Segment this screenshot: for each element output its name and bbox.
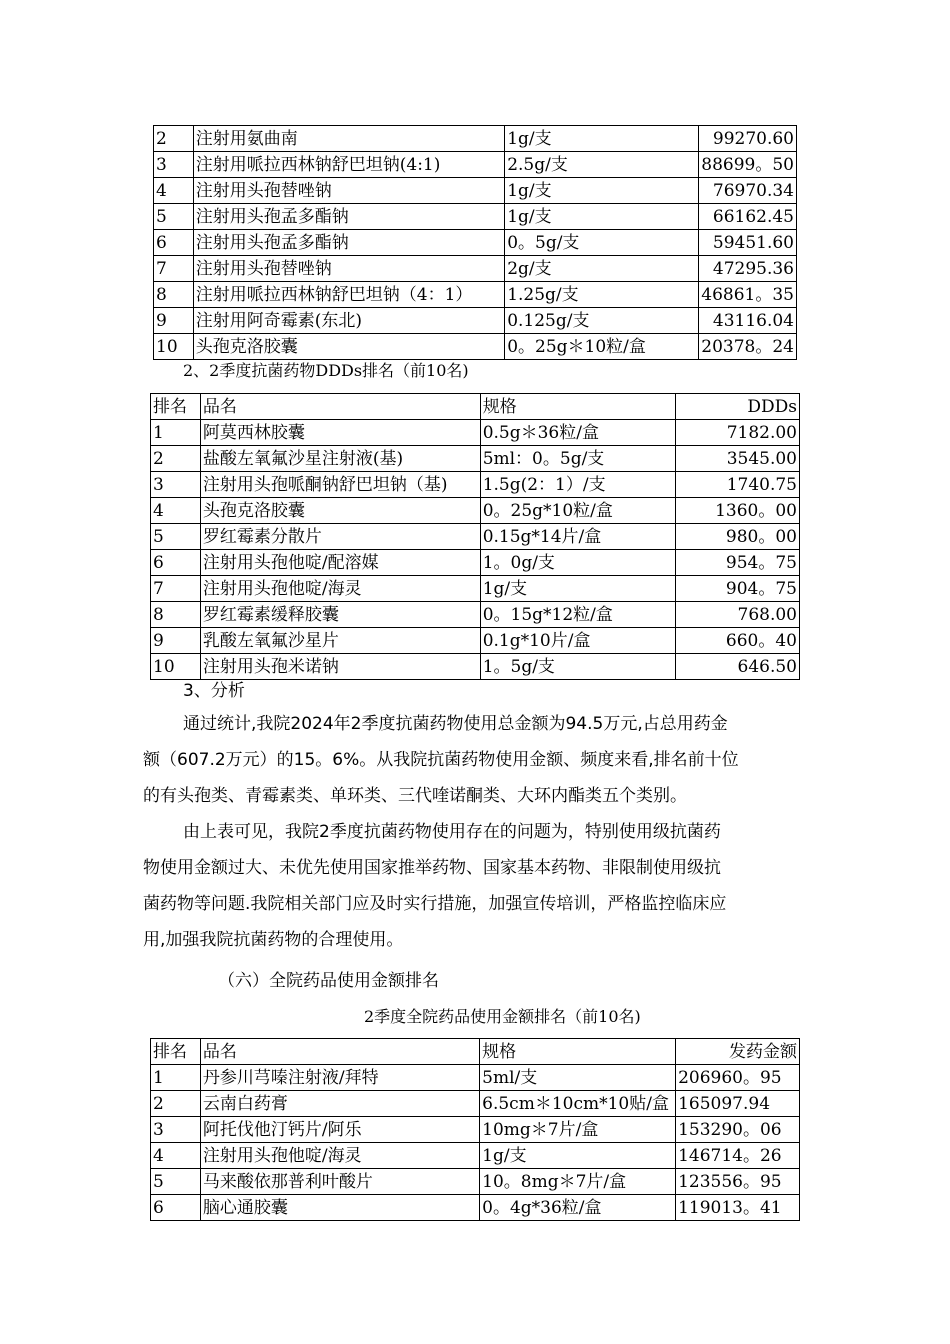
cell-name: 头孢克洛胶囊 bbox=[200, 498, 480, 524]
paragraph-line: 物使用金额过大、未优先使用国家推举药物、国家基本药物、非限制使用级抗 bbox=[143, 858, 721, 878]
table-row bbox=[151, 498, 800, 524]
cell-rank: 10 bbox=[154, 334, 194, 360]
cell-rank: 2 bbox=[151, 446, 201, 472]
analysis-paragraph-1 bbox=[143, 706, 808, 814]
paragraph-line: 的有头孢类、青霉素类、单环类、三代喹诺酮类、大环内酯类五个类别。 bbox=[143, 786, 687, 806]
cell-value: 768.00 bbox=[676, 602, 800, 628]
cell-spec: 6.5cm＊10cm*10贴/盒 bbox=[480, 1091, 676, 1117]
cell-rank: 4 bbox=[151, 1143, 201, 1169]
cell-name: 阿托伐他汀钙片/阿乐 bbox=[200, 1117, 479, 1143]
cell-value: 66162.45 bbox=[699, 204, 797, 230]
analysis-heading: 3、分析 bbox=[183, 681, 245, 701]
table-row bbox=[151, 628, 800, 654]
cell-spec: 0.15g*14片/盒 bbox=[480, 524, 676, 550]
cell-name: 丹参川芎嗪注射液/拜特 bbox=[200, 1065, 479, 1091]
cell-name: 盐酸左氧氟沙星注射液(基) bbox=[200, 446, 480, 472]
paragraph-line: 额（607.2万元）的15。6%。从我院抗菌药物使用金额、频度来看,排名前十位 bbox=[143, 750, 739, 770]
cell-value: 646.50 bbox=[676, 654, 800, 680]
table-row bbox=[154, 204, 797, 230]
cell-value: 119013。41 bbox=[676, 1195, 800, 1221]
drug-amount-table bbox=[150, 1038, 800, 1221]
cell-spec: 5ml：0。5g/支 bbox=[480, 446, 676, 472]
antibiotic-amount-table bbox=[153, 125, 797, 360]
cell-rank: 1 bbox=[151, 420, 201, 446]
cell-name: 罗红霉素缓释胶囊 bbox=[200, 602, 480, 628]
table-row bbox=[151, 1143, 800, 1169]
cell-spec: 0.1g*10片/盒 bbox=[480, 628, 676, 654]
cell-value: 3545.00 bbox=[676, 446, 800, 472]
cell-name: 注射用头孢替唑钠 bbox=[193, 256, 504, 282]
cell-rank: 2 bbox=[151, 1091, 201, 1117]
cell-value: 904。75 bbox=[676, 576, 800, 602]
table-row bbox=[151, 1169, 800, 1195]
cell-spec: 10。8mg＊7片/盒 bbox=[480, 1169, 676, 1195]
cell-value: 954。75 bbox=[676, 550, 800, 576]
cell-value: 123556。95 bbox=[676, 1169, 800, 1195]
table-row bbox=[151, 654, 800, 680]
cell-rank: 3 bbox=[151, 1117, 201, 1143]
paragraph-line: 由上表可见，我院2季度抗菌药物使用存在的问题为，特别使用级抗菌药 bbox=[183, 822, 721, 842]
cell-rank: 5 bbox=[151, 1169, 201, 1195]
cell-value: 146714。26 bbox=[676, 1143, 800, 1169]
col-header-name: 品名 bbox=[200, 394, 480, 420]
table-row bbox=[151, 472, 800, 498]
cell-name: 注射用头孢哌酮钠舒巴坦钠（基) bbox=[200, 472, 480, 498]
cell-spec: 0。5g/支 bbox=[505, 230, 699, 256]
table-row bbox=[154, 282, 797, 308]
table-row bbox=[151, 420, 800, 446]
cell-rank: 1 bbox=[151, 1065, 201, 1091]
cell-spec: 1g/支 bbox=[480, 576, 676, 602]
cell-rank: 4 bbox=[154, 178, 194, 204]
cell-value: 165097.94 bbox=[676, 1091, 800, 1117]
table-row bbox=[154, 178, 797, 204]
table-header-row bbox=[151, 394, 800, 420]
cell-spec: 1.5g(2：1）/支 bbox=[480, 472, 676, 498]
col-header-rank: 排名 bbox=[151, 394, 201, 420]
col-header-ddds: DDDs bbox=[676, 394, 800, 420]
cell-rank: 6 bbox=[151, 1195, 201, 1221]
cell-spec: 1。0g/支 bbox=[480, 550, 676, 576]
cell-spec: 0。25g＊10粒/盒 bbox=[505, 334, 699, 360]
cell-name: 注射用哌拉西林钠舒巴坦钠（4：1） bbox=[193, 282, 504, 308]
table-row bbox=[151, 446, 800, 472]
col-header-name: 品名 bbox=[200, 1039, 479, 1065]
ddds-heading: 2、2季度抗菌药物DDDs排名（前10名) bbox=[183, 361, 469, 380]
cell-rank: 9 bbox=[154, 308, 194, 334]
cell-rank: 3 bbox=[154, 152, 194, 178]
cell-value: 20378。24 bbox=[699, 334, 797, 360]
cell-value: 660。40 bbox=[676, 628, 800, 654]
cell-rank: 5 bbox=[154, 204, 194, 230]
cell-name: 头孢克洛胶囊 bbox=[193, 334, 504, 360]
cell-value: 153290。06 bbox=[676, 1117, 800, 1143]
cell-value: 88699。50 bbox=[699, 152, 797, 178]
cell-name: 注射用头孢孟多酯钠 bbox=[193, 230, 504, 256]
table-row bbox=[151, 1117, 800, 1143]
cell-name: 乳酸左氧氟沙星片 bbox=[200, 628, 480, 654]
cell-name: 阿莫西林胶囊 bbox=[200, 420, 480, 446]
cell-spec: 0。4g*36粒/盒 bbox=[480, 1195, 676, 1221]
cell-spec: 1g/支 bbox=[505, 204, 699, 230]
cell-rank: 5 bbox=[151, 524, 201, 550]
table-header-row bbox=[151, 1039, 800, 1065]
cell-rank: 8 bbox=[151, 602, 201, 628]
paragraph-line: 用,加强我院抗菌药物的合理使用。 bbox=[143, 930, 404, 950]
ddds-ranking-table bbox=[150, 393, 800, 680]
cell-value: 206960。95 bbox=[676, 1065, 800, 1091]
cell-spec: 2g/支 bbox=[505, 256, 699, 282]
table-row bbox=[151, 524, 800, 550]
cell-name: 云南白药膏 bbox=[200, 1091, 479, 1117]
table-row bbox=[154, 308, 797, 334]
analysis-paragraph-2 bbox=[143, 814, 808, 958]
cell-spec: 1.25g/支 bbox=[505, 282, 699, 308]
cell-rank: 10 bbox=[151, 654, 201, 680]
table-row bbox=[154, 152, 797, 178]
cell-value: 980。00 bbox=[676, 524, 800, 550]
cell-name: 注射用阿奇霉素(东北) bbox=[193, 308, 504, 334]
table-row bbox=[154, 230, 797, 256]
paragraph-line: 菌药物等问题.我院相关部门应及时实行措施，加强宣传培训，严格监控临床应 bbox=[143, 894, 727, 914]
col-header-spec: 规格 bbox=[480, 394, 676, 420]
cell-value: 7182.00 bbox=[676, 420, 800, 446]
cell-spec: 1g/支 bbox=[505, 126, 699, 152]
cell-rank: 6 bbox=[151, 550, 201, 576]
cell-name: 注射用头孢他啶/海灵 bbox=[200, 576, 480, 602]
cell-value: 46861。35 bbox=[699, 282, 797, 308]
table-row bbox=[151, 1195, 800, 1221]
cell-spec: 0.5g＊36粒/盒 bbox=[480, 420, 676, 446]
cell-name: 注射用头孢米诺钠 bbox=[200, 654, 480, 680]
cell-rank: 3 bbox=[151, 472, 201, 498]
cell-name: 注射用头孢他啶/配溶媒 bbox=[200, 550, 480, 576]
cell-rank: 2 bbox=[154, 126, 194, 152]
cell-value: 76970.34 bbox=[699, 178, 797, 204]
cell-spec: 0.125g/支 bbox=[505, 308, 699, 334]
cell-name: 马来酸依那普利叶酸片 bbox=[200, 1169, 479, 1195]
table-row bbox=[151, 550, 800, 576]
cell-spec: 0。15g*12粒/盒 bbox=[480, 602, 676, 628]
cell-spec: 1。5g/支 bbox=[480, 654, 676, 680]
section-six-heading: （六）全院药品使用金额排名 bbox=[218, 971, 439, 991]
table-row bbox=[154, 256, 797, 282]
table-row bbox=[154, 334, 797, 360]
cell-value: 43116.04 bbox=[699, 308, 797, 334]
cell-name: 注射用头孢替唑钠 bbox=[193, 178, 504, 204]
cell-spec: 1g/支 bbox=[480, 1143, 676, 1169]
cell-name: 注射用氨曲南 bbox=[193, 126, 504, 152]
cell-rank: 7 bbox=[154, 256, 194, 282]
cell-rank: 6 bbox=[154, 230, 194, 256]
paragraph-line: 通过统计,我院2024年2季度抗菌药物使用总金额为94.5万元,占总用药金 bbox=[183, 714, 728, 734]
cell-value: 47295.36 bbox=[699, 256, 797, 282]
table-row bbox=[151, 602, 800, 628]
cell-name: 罗红霉素分散片 bbox=[200, 524, 480, 550]
table-row bbox=[151, 1091, 800, 1117]
cell-spec: 10mg＊7片/盒 bbox=[480, 1117, 676, 1143]
cell-name: 注射用头孢他啶/海灵 bbox=[200, 1143, 479, 1169]
cell-value: 1740.75 bbox=[676, 472, 800, 498]
table3-caption: 2季度全院药品使用金额排名（前10名) bbox=[364, 1007, 641, 1026]
table-row bbox=[151, 576, 800, 602]
table-row bbox=[151, 1065, 800, 1091]
cell-rank: 7 bbox=[151, 576, 201, 602]
cell-name: 注射用哌拉西林钠舒巴坦钠(4:1) bbox=[193, 152, 504, 178]
cell-spec: 5ml/支 bbox=[480, 1065, 676, 1091]
table-row bbox=[154, 126, 797, 152]
cell-name: 脑心通胶囊 bbox=[200, 1195, 479, 1221]
col-header-rank: 排名 bbox=[151, 1039, 201, 1065]
cell-name: 注射用头孢孟多酯钠 bbox=[193, 204, 504, 230]
cell-rank: 4 bbox=[151, 498, 201, 524]
cell-spec: 2.5g/支 bbox=[505, 152, 699, 178]
col-header-spec: 规格 bbox=[480, 1039, 676, 1065]
cell-value: 59451.60 bbox=[699, 230, 797, 256]
cell-rank: 9 bbox=[151, 628, 201, 654]
col-header-amount: 发药金额 bbox=[676, 1039, 800, 1065]
cell-value: 1360。00 bbox=[676, 498, 800, 524]
cell-value: 99270.60 bbox=[699, 126, 797, 152]
cell-rank: 8 bbox=[154, 282, 194, 308]
cell-spec: 0。25g*10粒/盒 bbox=[480, 498, 676, 524]
cell-spec: 1g/支 bbox=[505, 178, 699, 204]
